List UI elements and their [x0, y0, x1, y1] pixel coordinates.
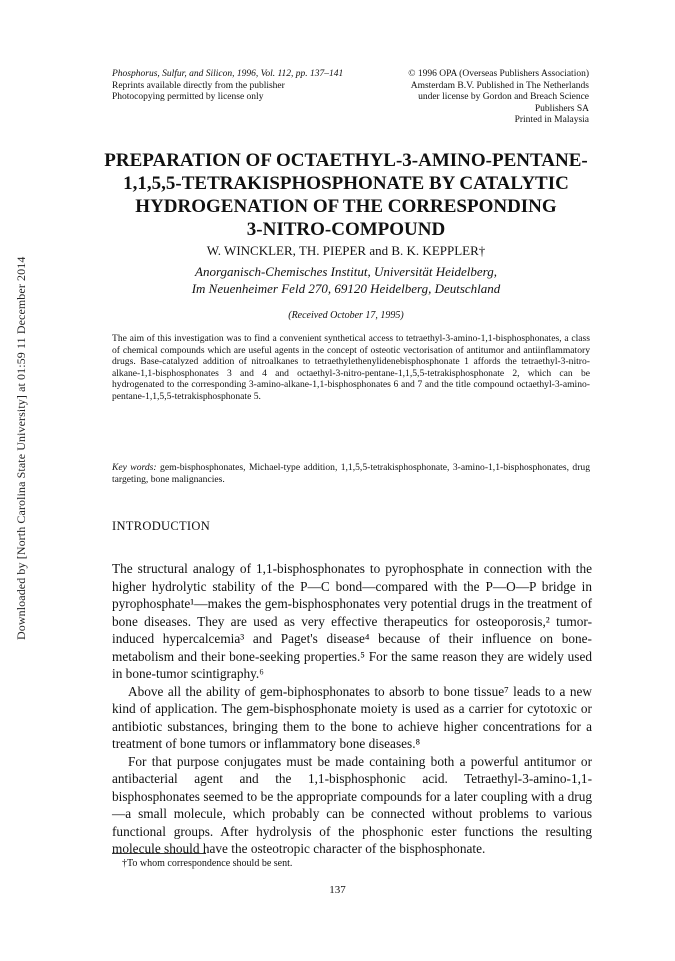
- paragraph: The structural analogy of 1,1-bisphosphonates to pyrophosphate in connection with the higher hydrolytic stability of the P—C bond—compared with the P—O—P bridge in pyrophosphate¹—makes the gem-bisphosphonates very potential drugs in the treatment of bone diseases. They are used as very effective therapeutics for osteoporosis,² tumor-induced hypercalcemia³ and Paget's disease⁴ because of their influence on bone-metabolism and their bone-seeking properties.⁵ For the same reason they are widely used in bone-tumor scintigraphy.⁶: [112, 561, 592, 681]
- citation-line: Photocopying permitted by license only: [112, 92, 264, 102]
- copyright-line: Amsterdam B.V. Published in The Netherlands: [410, 80, 589, 91]
- received-date: (Received October 17, 1995): [288, 310, 404, 321]
- footnote-divider: [112, 853, 206, 854]
- abstract: The aim of this investigation was to find a convenient synthetical access to tetraethyl-3-amino-1,1-bisphosphonates, a class of chemical compounds which are useful agents in the concept of osteotic vectorisation of antitumor and antiinflammatory drugs. Base-catalyzed addition of nitroalkanes to tetraethylethenylidenebisphosphonate 1 affords the tetraethyl-3-nitro-alkane-1,1-bisphosphonates 3 and 4 and octaethyl-3-nitro-pentane-1,1,5,5-tetrakisphosphonate 2, which can be hydrogenated to the corresponding 3-amino-alkane-1,1-bisphosphonates 6 and 7 and the title compound octaethyl-3-amino-pentane-1,1,5,5-tetrakisphosphonate 5.: [112, 333, 590, 402]
- paragraph: Above all the ability of gem-biphosphonates to absorb to bone tissue⁷ leads to a new kind of application. The gem-bisphosphonate moiety is used as a carrier for cytotoxic or antibiotic substances, bringing them to the bone to achieve higher concentrations for a treatment of bone tumors or inflammatory bone diseases.⁸: [112, 683, 592, 751]
- author-list: W. WINCKLER, TH. PIEPER and B. K. KEPPLER†: [206, 243, 486, 258]
- paragraph: For that purpose conjugates must be made containing both a powerful antitumor or antibacterial agent and the 1,1-bisphosphonic acid. Tetraethyl-3-amino-1,1-bisphosphonates seemed to be the appropriate compounds for a later coupling with a drug—a small molecule, which probably can be connected without problems to various functional groups. After hydrolysis of the phosphonic ester functions the resulting molecule should have the osteotropic character of the bisphosphonate.: [112, 753, 592, 856]
- paper-title: [96, 149, 596, 241]
- title-line: HYDROGENATION OF THE CORRESPONDING: [135, 196, 557, 217]
- footnote: †To whom correspondence should be sent.: [122, 858, 293, 869]
- title-line: PREPARATION OF OCTAETHYL-3-AMINO-PENTANE-: [104, 150, 588, 171]
- copyright-line: © 1996 OPA (Overseas Publishers Association): [408, 69, 589, 79]
- download-watermark: Downloaded by [North Carolina State University] at 01:59 11 December 2014: [14, 256, 28, 640]
- affiliation: [96, 263, 596, 297]
- copyright-line: Publishers SA: [534, 103, 589, 114]
- affiliation-line: Anorganisch-Chemisches Institut, Universität Heidelberg,: [195, 264, 497, 279]
- keywords-label: Key words:: [112, 462, 157, 473]
- copyright-notice: [370, 69, 589, 127]
- body-text: [112, 560, 592, 858]
- copyright-line: under license by Gordon and Breach Science: [418, 92, 589, 102]
- title-line: 3-NITRO-COMPOUND: [246, 219, 446, 240]
- keywords-text: gem-bisphosphonates, Michael-type addition, 1,1,5,5-tetrakisphosphonate, 3-amino-1,1-bisphosphonates, drug targeting, bone malignancies.: [112, 462, 590, 485]
- page-number: 137: [329, 884, 346, 896]
- keywords: [112, 462, 590, 485]
- title-line: 1,1,5,5-TETRAKISPHOSPHONATE BY CATALYTIC: [123, 173, 569, 194]
- copyright-line: Printed in Malaysia: [514, 115, 589, 125]
- affiliation-line: Im Neuenheimer Feld 270, 69120 Heidelberg, Deutschland: [191, 281, 501, 296]
- journal-citation: [112, 69, 377, 104]
- citation-line: Reprints available directly from the publisher: [112, 80, 285, 91]
- citation-line: Phosphorus, Sulfur, and Silicon, 1996, Vol. 112, pp. 137–141: [112, 69, 344, 79]
- section-heading: INTRODUCTION: [112, 519, 211, 533]
